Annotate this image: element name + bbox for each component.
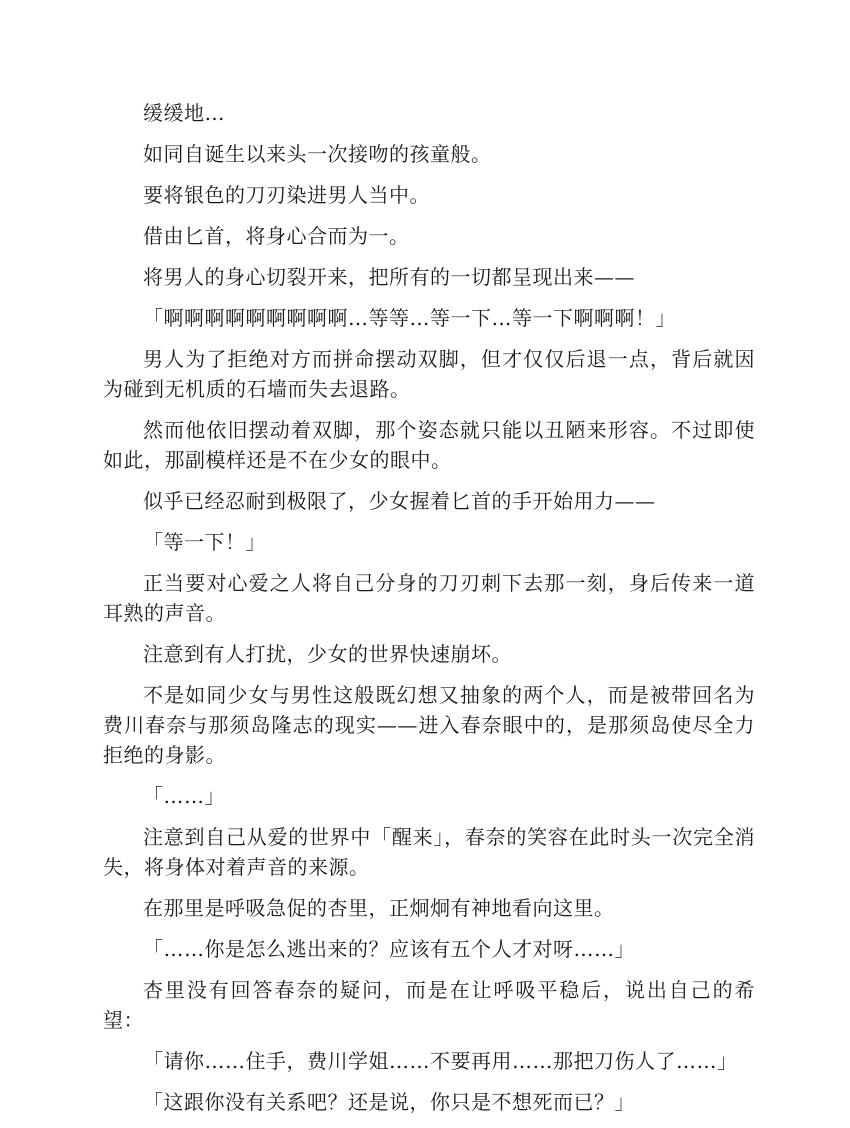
paragraph: 杏里没有回答春奈的疑问，而是在让呼吸平稳后，说出自己的希望：	[103, 978, 755, 1032]
dialogue-line: 「……」	[143, 784, 225, 808]
paragraph: 借由匕首，将身心合而为一。	[143, 224, 410, 248]
paragraph: 不是如同少女与男性这般既幻想又抽象的两个人，而是被带回名为费川春奈与那须岛隆志的现实——进入春奈眼中的，是那须岛使尽全力拒绝的身影。	[103, 683, 755, 767]
body-text	[103, 98, 755, 1128]
paragraph: 缓缓地…	[143, 101, 225, 125]
paragraph: 正当要对心爱之人将自己分身的刀刃刺下去那一刻，身后传来一道耳熟的声音。	[103, 571, 755, 625]
paragraph: 要将银色的刀刃染进男人当中。	[143, 183, 430, 207]
paragraph: 男人为了拒绝对方而拼命摆动双脚，但才仅仅后退一点，背后就因为碰到无机质的石墙而失去退路。	[103, 347, 755, 401]
dialogue-line: 「……你是怎么逃出来的？应该有五个人才对呀……」	[143, 937, 635, 961]
dialogue-line: 「这跟你没有关系吧？还是说，你只是不想死而已？」	[143, 1090, 635, 1114]
paragraph: 似乎已经忍耐到极限了，少女握着匕首的手开始用力——	[143, 489, 656, 513]
paragraph: 注意到有人打扰，少女的世界快速崩坏。	[143, 642, 512, 666]
dialogue-line: 「啊啊啊啊啊啊啊啊啊…等等…等一下…等一下啊啊啊！」	[143, 306, 676, 330]
dialogue-line: 「请你……住手，费川学姐……不要再用……那把刀伤人了……」	[143, 1049, 738, 1073]
paragraph: 如同自诞生以来头一次接吻的孩童般。	[143, 142, 492, 166]
paragraph: 然而他依旧摆动着双脚，那个姿态就只能以丑陋来形容。不过即使如此，那副模样还是不在少女的眼中。	[103, 418, 755, 472]
paragraph: 注意到自己从爱的世界中「醒来」，春奈的笑容在此时头一次完全消失，将身体对着声音的来源。	[103, 825, 755, 879]
dialogue-line: 「等一下！」	[143, 530, 266, 554]
paragraph: 在那里是呼吸急促的杏里，正炯炯有神地看向这里。	[143, 896, 615, 920]
paragraph: 将男人的身心切裂开来，把所有的一切都呈现出来——	[143, 265, 635, 289]
